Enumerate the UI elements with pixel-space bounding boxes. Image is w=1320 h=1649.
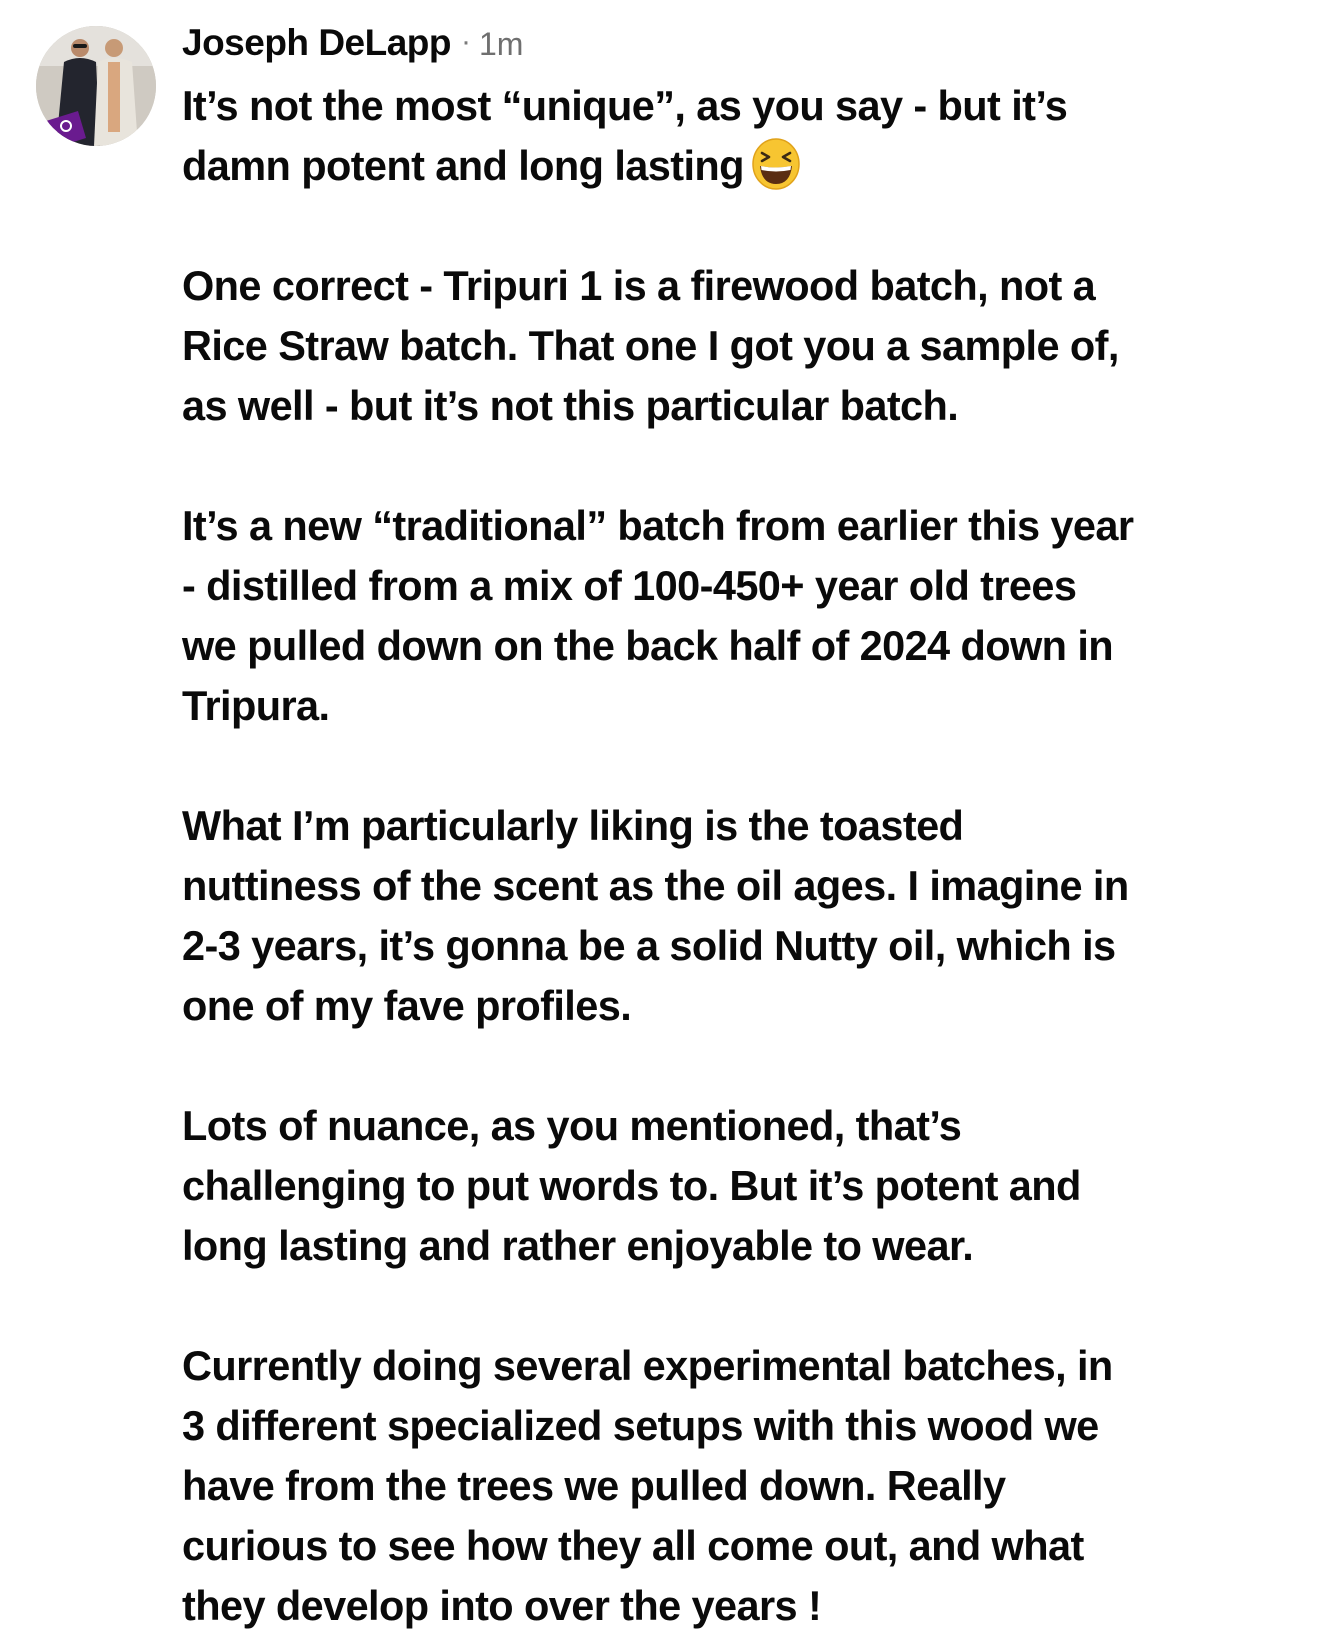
- paragraph-1: [182, 76, 1307, 196]
- text-line: damn potent and long lasting: [182, 136, 1307, 196]
- meta-separator: ·: [461, 25, 471, 58]
- text-line: long lasting and rather enjoyable to wear.: [182, 1222, 974, 1269]
- text-line: It’s not the most “unique”, as you say - but it’s: [182, 82, 1068, 129]
- text-line: challenging to put words to. But it’s potent and: [182, 1162, 1081, 1209]
- comment-header: [182, 22, 1307, 74]
- text-line: one of my fave profiles.: [182, 982, 632, 1029]
- text-line: - distilled from a mix of 100-450+ year old trees: [182, 562, 1077, 609]
- user-avatar-photo-icon: [36, 26, 156, 146]
- grinning-squinting-face-icon: [750, 138, 802, 190]
- text-line: as well - but it’s not this particular batch.: [182, 382, 959, 429]
- text-line: we pulled down on the back half of 2024 down in: [182, 622, 1114, 669]
- comment-content: [182, 22, 1307, 1636]
- text-line: they develop into over the years !: [182, 1582, 822, 1629]
- paragraph-6: [182, 1336, 1307, 1636]
- text-line: It’s a new “traditional” batch from earlier this year: [182, 502, 1134, 549]
- paragraph-5: [182, 1096, 1307, 1276]
- paragraph-2: [182, 256, 1307, 436]
- timestamp: 1m: [479, 26, 524, 62]
- text-line: One correct - Tripuri 1 is a firewood batch, not a: [182, 262, 1096, 309]
- text-line: curious to see how they all come out, and what: [182, 1522, 1084, 1569]
- text-line: Tripura.: [182, 682, 330, 729]
- text-line: Lots of nuance, as you mentioned, that’s: [182, 1102, 962, 1149]
- comment-body: [182, 76, 1307, 1636]
- paragraph-4: [182, 796, 1307, 1036]
- author-name[interactable]: Joseph DeLapp: [182, 22, 451, 63]
- text-line: Rice Straw batch. That one I got you a sample of,: [182, 322, 1119, 369]
- avatar[interactable]: [36, 26, 156, 146]
- text-line: 3 different specialized setups with this wood we: [182, 1402, 1099, 1449]
- paragraph-3: [182, 496, 1307, 736]
- text-line: 2-3 years, it’s gonna be a solid Nutty oil, which is: [182, 922, 1116, 969]
- text-line: have from the trees we pulled down. Really: [182, 1462, 1006, 1509]
- text-line: nuttiness of the scent as the oil ages. I imagine in: [182, 862, 1129, 909]
- text-line: Currently doing several experimental batches, in: [182, 1342, 1113, 1389]
- text-line: What I’m particularly liking is the toasted: [182, 802, 964, 849]
